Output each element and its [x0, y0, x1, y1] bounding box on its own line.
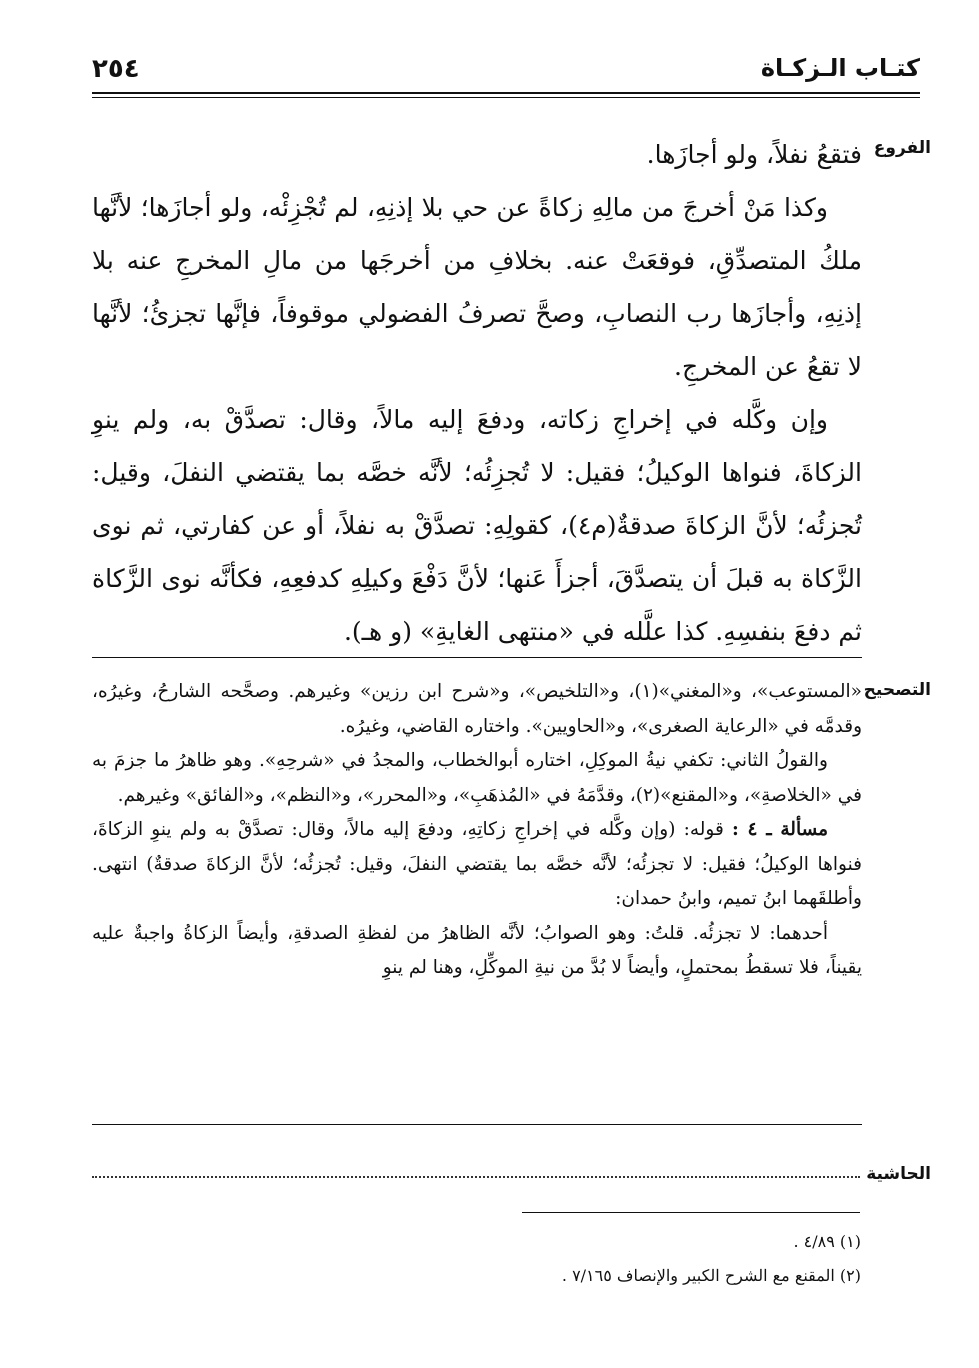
page-number: ٢٥٤ [92, 54, 140, 84]
main-paragraph-3: وإن وكَّله في إخراجِ زكاته، ودفعَ إليه مالاً، وقال: تصدَّقْ به، ولم ينوِ الزكاةَ، فنواها الوكيلُ؛ فقيل: لا تُجزِئُه؛ لأنَّه خصَّه بما يقتضي النفلَ، وقيل: تُجزئُه؛ لأنَّ الزكاةَ صدقةٌ(م٤)، كقولِهِ: تصدَّقْ به نفلاً، أو عن كفارتي، ثم نوى الزَّكاة به قبلَ أن يتصدَّقَ، أجزأَ عَنها؛ لأنَّ دَفْعَ وكيلِهِ كدفعِهِ، فكأنَّه نوى الزَّكاة ثم دفعَ بنفسِهِ. كذا علَّله في «منتهى الغايةِ» (و هـ). [92, 405, 862, 646]
header-rule [92, 92, 920, 94]
footnote-2: (٢) المقنع مع الشرح الكبير والإنصاف ٧/١٦٥ . [561, 1266, 861, 1285]
footnotes [161, 1225, 861, 1293]
main-paragraph-1: فتقعُ نفلاً، ولو أجازَها. [646, 140, 862, 169]
tasheeh-text [92, 675, 862, 986]
section-divider [92, 657, 862, 658]
header-title: كتـاب الـزكـاة [760, 54, 920, 82]
tasheeh-divider [92, 1124, 862, 1125]
page-header [92, 52, 920, 92]
tasheeh-paragraph-2: والقولُ الثاني: تكفي نيةُ الموكِلِ، اختاره أبوالخطاب، والمجدُ في «شرحِهِ». وهو ظاهرُ ما جزمَ به في «الخلاصةِ»، و«المقنع»(٢)، وقدَّمَهُ في «المُذهَبِ»، و«المحرر»، و«النظم»، و«الفائق» وغيرهم. [92, 750, 862, 806]
main-paragraph-2: وكذا مَنْ أخرجَ من مالِهِ زكاةً عن حي بلا إذنِهِ، لم تُجْزِئْه، ولو أجازَها؛ لأنَّها ملكُ المتصدِّقِ، فوقعَتْ عنه. بخلافِ من أخرجَها من مالِ المخرجِ عنه بلا إذنِهِ، وأجازَها رب النصابِ، وصحَّ تصرفُ الفضولي موقوفاً، فإنَّها تجزئُ؛ لأنَّها لا تقعُ عن المخرجِ. [92, 193, 862, 381]
header-rule-thin [92, 97, 920, 98]
hashiyah-dotted-line [92, 1176, 860, 1178]
label-hashiyah: الحاشية [866, 1164, 931, 1184]
tasheeh-paragraph-1: «المستوعب»، و«المغني»(١)، و«التلخيص»، و«شرح ابن رزين» وغيرهم. وصحَّحه الشارحُ، وغيرُه، وقدمَّه في «الرعاية الصغرى»، و«الحاويين». واختاره القاضي، وغيرُه. [92, 681, 862, 737]
tasheeh-paragraph-4: أحدهما: لا تجزئُه. قلتُ: وهو الصوابُ؛ لأنَّه الظاهرُ من لفظةِ الصدقةِ، وأيضاً الزكاةُ واجبةٌ عليه يقيناً، فلا تسقطُ بمحتملٍ، وأيضاً لا بُدَّ من نيةِ الموكِّلِ، وهنا لم ينوِ [92, 922, 862, 978]
masala-heading: مسألة ـ ٤ : [731, 819, 828, 840]
label-furu: الفروع [873, 138, 931, 158]
label-tasheeh: التصحيح [863, 680, 931, 700]
tasheeh-paragraph-3 [92, 813, 862, 917]
masala-text: قوله: (وإن وكَّله في إخراجِ زكاتِهِ، ودفعَ إليه مالاً، وقال: تصدَّقْ به ولم ينوِ الزكاةَ، فنواها الوكيلُ؛ فقيل: لا تجزئُه؛ لأنَّه خصَّه بما يقتضي النفلَ، وقيل: تُجزئُه؛ لأنَّ الزكاةَ صدقةٌ) انتهى. وأطلقَهما ابنُ تميم، وابنُ حمدان: [92, 819, 862, 909]
footnote-1: (١) ٤/٨٩ . [793, 1232, 861, 1251]
main-text [92, 128, 862, 658]
footnote-rule [522, 1212, 860, 1213]
